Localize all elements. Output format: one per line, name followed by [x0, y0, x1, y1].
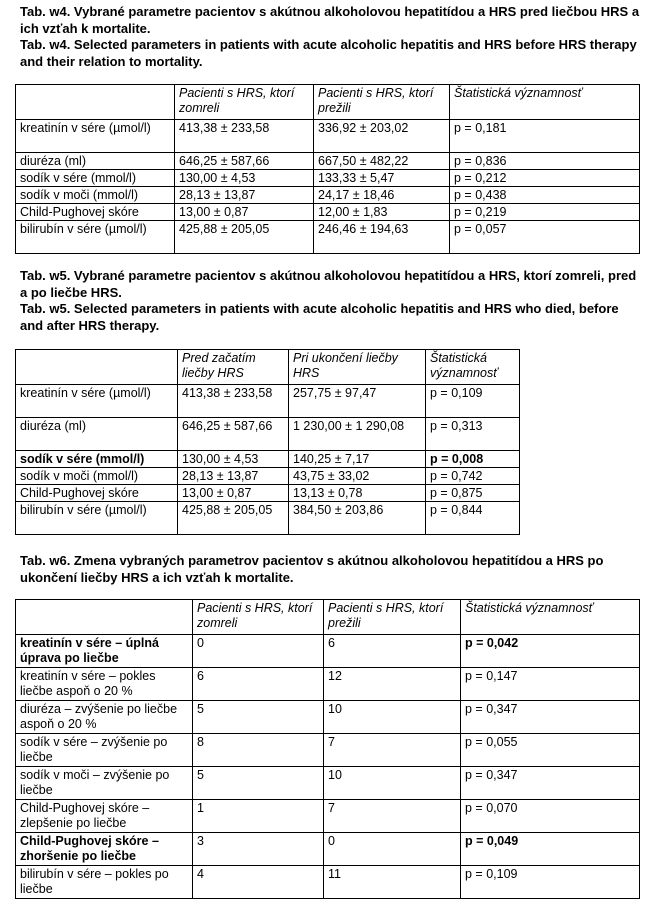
table-cell: 646,25 ± 587,66 — [175, 153, 314, 170]
table-cell: p = 0,313 — [426, 418, 520, 451]
table-cell: diuréza (ml) — [16, 153, 175, 170]
table-cell: p = 0,742 — [426, 468, 520, 485]
table-cell: 130,00 ± 4,53 — [178, 451, 289, 468]
table-cell: 5 — [193, 767, 324, 800]
table-header-row — [16, 85, 640, 120]
table-header-row — [16, 350, 520, 385]
table-cell: 28,13 ± 13,87 — [178, 468, 289, 485]
header-cell — [16, 85, 175, 120]
header-cell: Pacienti s HRS, ktorí prežili — [324, 600, 461, 635]
table-cell: 7 — [324, 734, 461, 767]
table-row — [16, 767, 640, 800]
table-w5 — [15, 349, 520, 535]
table-cell: p = 0,042 — [461, 635, 640, 668]
table-cell: p = 0,347 — [461, 701, 640, 734]
table-cell: 425,88 ± 205,05 — [175, 221, 314, 254]
table-cell: p = 0,438 — [450, 187, 640, 204]
table-cell: sodík v moči (mmol/l) — [16, 468, 178, 485]
table-cell: 28,13 ± 13,87 — [175, 187, 314, 204]
table-row — [16, 800, 640, 833]
table-cell: 646,25 ± 587,66 — [178, 418, 289, 451]
table-w5-caption-en: Tab. w5. Selected parameters in patients with acute alcoholic hepatitis and HRS who died, before and after HRS therapy. — [20, 301, 619, 333]
table-w6 — [15, 599, 640, 899]
table-w5-caption-sk: Tab. w5. Vybrané parametre pacientov s akútnou alkoholovou hepatitídou a HRS, ktorí zomreli, pred a po liečbe HRS. — [20, 268, 637, 300]
table-cell: p = 0,055 — [461, 734, 640, 767]
table-cell: diuréza – zvýšenie po liečbe aspoň o 20 % — [16, 701, 193, 734]
table-cell: sodík v moči – zvýšenie po liečbe — [16, 767, 193, 800]
table-cell: 257,75 ± 97,47 — [289, 385, 426, 418]
table-row — [16, 485, 520, 502]
table-cell: 667,50 ± 482,22 — [314, 153, 450, 170]
header-cell — [16, 350, 178, 385]
table-row — [16, 187, 640, 204]
header-cell: Štatistická významnosť — [461, 600, 640, 635]
table-cell: p = 0,219 — [450, 204, 640, 221]
header-cell: Pacienti s HRS, ktorí prežili — [314, 85, 450, 120]
header-cell: Štatistická významnosť — [450, 85, 640, 120]
table-cell: sodík v sére (mmol/l) — [16, 170, 175, 187]
table-cell: p = 0,181 — [450, 120, 640, 153]
table-cell: 384,50 ± 203,86 — [289, 502, 426, 535]
table-cell: 413,38 ± 233,58 — [175, 120, 314, 153]
header-cell: Štatistická významnosť — [426, 350, 520, 385]
table-cell: diuréza (ml) — [16, 418, 178, 451]
table-cell: 3 — [193, 833, 324, 866]
table-w5-caption — [20, 268, 645, 334]
table-cell: 10 — [324, 701, 461, 734]
table-row — [16, 635, 640, 668]
table-cell: 6 — [193, 668, 324, 701]
table-row — [16, 385, 520, 418]
table-row — [16, 418, 520, 451]
table-row — [16, 204, 640, 221]
header-cell: Pri ukončení liečby HRS — [289, 350, 426, 385]
table-row — [16, 468, 520, 485]
table-cell: bilirubín v sére – pokles po liečbe — [16, 866, 193, 899]
table-cell: p = 0,109 — [461, 866, 640, 899]
table-row — [16, 120, 640, 153]
table-cell: 140,25 ± 7,17 — [289, 451, 426, 468]
table-cell: bilirubín v sére (µmol/l) — [16, 221, 175, 254]
header-cell: Pred začatím liečby HRS — [178, 350, 289, 385]
table-cell: 5 — [193, 701, 324, 734]
table-cell: 246,46 ± 194,63 — [314, 221, 450, 254]
table-cell: 12,00 ± 1,83 — [314, 204, 450, 221]
table-cell: 13,00 ± 0,87 — [178, 485, 289, 502]
table-cell: 133,33 ± 5,47 — [314, 170, 450, 187]
table-cell: 13,00 ± 0,87 — [175, 204, 314, 221]
table-cell: p = 0,008 — [426, 451, 520, 468]
table-cell: kreatinín v sére (µmol/l) — [16, 385, 178, 418]
table-cell: Child-Pughovej skóre – zlepšenie po liečbe — [16, 800, 193, 833]
table-row — [16, 701, 640, 734]
table-cell: kreatinín v sére – pokles liečbe aspoň o 20 % — [16, 668, 193, 701]
table-w6-caption-sk: Tab. w6. Zmena vybraných parametrov pacientov s akútnou alkoholovou hepatitídou a HRS po ukončení liečby HRS a ich vzťah k mortalite. — [20, 553, 604, 585]
table-cell: p = 0,836 — [450, 153, 640, 170]
table-cell: p = 0,049 — [461, 833, 640, 866]
table-cell: p = 0,212 — [450, 170, 640, 187]
table-cell: p = 0,844 — [426, 502, 520, 535]
table-cell: kreatinín v sére – úplná úprava po liečbe — [16, 635, 193, 668]
table-cell: 43,75 ± 33,02 — [289, 468, 426, 485]
table-cell: 24,17 ± 18,46 — [314, 187, 450, 204]
table-cell: Child-Pughovej skóre — [16, 204, 175, 221]
table-cell: 0 — [324, 833, 461, 866]
table-cell: 6 — [324, 635, 461, 668]
table-cell: bilirubín v sére (µmol/l) — [16, 502, 178, 535]
table-row — [16, 668, 640, 701]
table-row — [16, 833, 640, 866]
table-w4-caption-en: Tab. w4. Selected parameters in patients with acute alcoholic hepatitis and HRS before HRS therapy and their relation to mortality. — [20, 37, 637, 69]
table-row — [16, 502, 520, 535]
table-w4-caption-sk: Tab. w4. Vybrané parametre pacientov s akútnou alkoholovou hepatitídou a HRS pred liečbou HRS a ich vzťah k mortalite. — [20, 4, 640, 36]
table-cell: 13,13 ± 0,78 — [289, 485, 426, 502]
table-cell: 12 — [324, 668, 461, 701]
table-row — [16, 451, 520, 468]
table-cell: 425,88 ± 205,05 — [178, 502, 289, 535]
table-cell: p = 0,147 — [461, 668, 640, 701]
table-row — [16, 170, 640, 187]
table-cell: p = 0,109 — [426, 385, 520, 418]
table-cell: 7 — [324, 800, 461, 833]
table-cell: 413,38 ± 233,58 — [178, 385, 289, 418]
table-row — [16, 866, 640, 899]
table-cell: 1 — [193, 800, 324, 833]
table-cell: 4 — [193, 866, 324, 899]
table-cell: 0 — [193, 635, 324, 668]
table-cell: p = 0,070 — [461, 800, 640, 833]
table-row — [16, 734, 640, 767]
table-w4 — [15, 84, 640, 254]
table-header-row — [16, 600, 640, 635]
table-w6-caption — [20, 553, 645, 586]
table-cell: 1 230,00 ± 1 290,08 — [289, 418, 426, 451]
table-cell: p = 0,057 — [450, 221, 640, 254]
table-cell: 130,00 ± 4,53 — [175, 170, 314, 187]
table-cell: kreatinín v sére (µmol/l) — [16, 120, 175, 153]
table-cell: sodík v sére – zvýšenie po liečbe — [16, 734, 193, 767]
table-cell: 8 — [193, 734, 324, 767]
table-cell: 10 — [324, 767, 461, 800]
table-cell: 336,92 ± 203,02 — [314, 120, 450, 153]
table-cell: sodík v moči (mmol/l) — [16, 187, 175, 204]
table-cell: p = 0,347 — [461, 767, 640, 800]
table-cell: sodík v sére (mmol/l) — [16, 451, 178, 468]
table-cell: Child-Pughovej skóre – zhoršenie po liečbe — [16, 833, 193, 866]
table-row — [16, 221, 640, 254]
table-cell: 11 — [324, 866, 461, 899]
table-cell: p = 0,875 — [426, 485, 520, 502]
table-w4-caption — [20, 4, 645, 70]
table-cell: Child-Pughovej skóre — [16, 485, 178, 502]
header-cell — [16, 600, 193, 635]
header-cell: Pacienti s HRS, ktorí zomreli — [175, 85, 314, 120]
header-cell: Pacienti s HRS, ktorí zomreli — [193, 600, 324, 635]
table-row — [16, 153, 640, 170]
